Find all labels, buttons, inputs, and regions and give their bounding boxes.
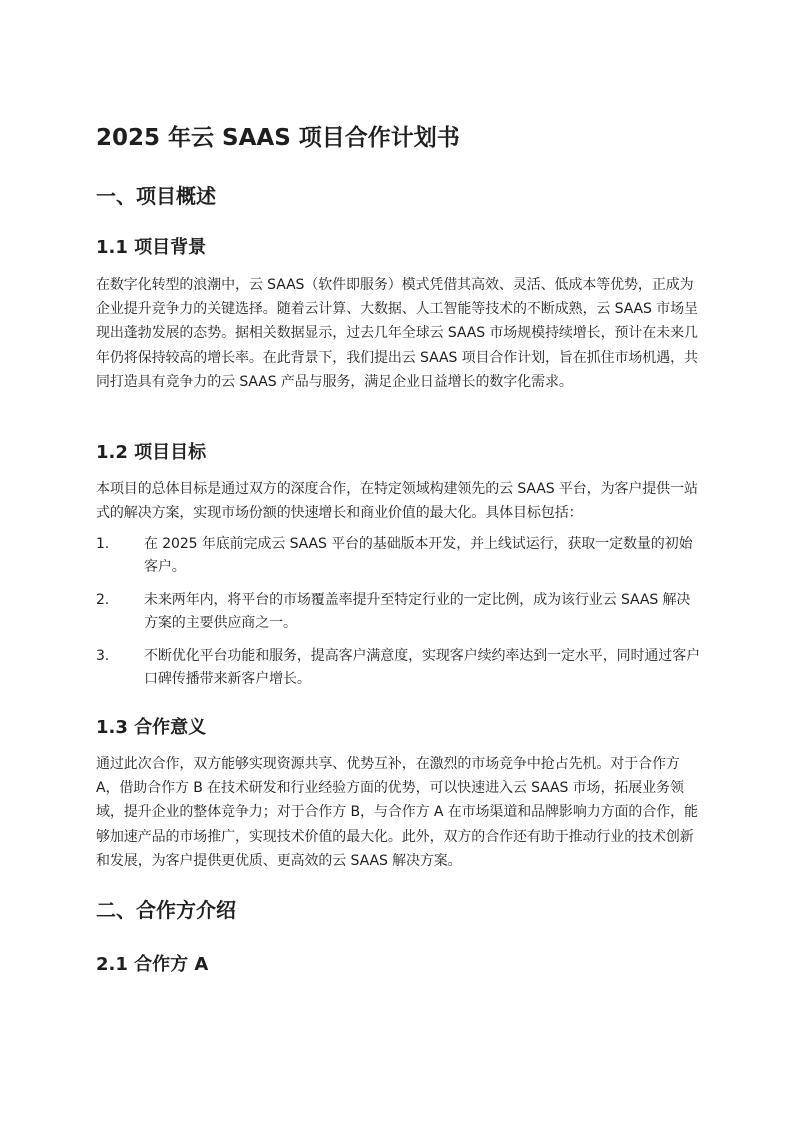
significance-paragraph: 通过此次合作，双方能够实现资源共享、优势互补，在激烈的市场竞争中抢占先机。对于合作方 A，借助合作方 B 在技术研发和行业经验方面的优势，可以快速进入云 SAAS 市场，拓展业务领域，提升企业的整体竞争力；对于合作方 B，与合作方 A 在市场渠道和品牌影响力方面的合作，能够加速产品的市场推广，实现技术价值的最大化。此外，双方的合作还有助于推动行业的技术创新和发展，为客户提供更优质、更高效的云 SAAS 解决方案。 xyxy=(96,756,698,869)
document-title: 2025 年云 SAAS 项目合作计划书 xyxy=(96,125,460,151)
subsection-heading-background: 1.1 项目背景 xyxy=(96,237,207,258)
background-paragraph: 在数字化转型的浪潮中，云 SAAS（软件即服务）模式凭借其高效、灵活、低成本等优势，正成为企业提升竞争力的关键选择。随着云计算、大数据、人工智能等技术的不断成熟，云 SAAS 市场呈现出蓬勃发展的态势。据相关数据显示，过去几年全球云 SAAS 市场规模持续增长，预计在未来几年仍将保持较高的增长率。在此背景下，我们提出云 SAAS 项目合作计划，旨在抓住市场机遇，共同打造具有竞争力的云 SAAS 产品与服务，满足企业日益增长的数字化需求。 xyxy=(96,277,698,390)
list-item-number: 2. xyxy=(96,592,110,608)
subsection-heading-significance: 1.3 合作意义 xyxy=(96,717,207,738)
section-heading-overview: 一、项目概述 xyxy=(96,184,216,208)
subsection-heading-partner-a: 2.1 合作方 A xyxy=(96,954,209,975)
list-item-number: 1. xyxy=(96,536,110,552)
list-item xyxy=(96,645,702,691)
list-item-text: 在 2025 年底前完成云 SAAS 平台的基础版本开发，并上线试运行，获取一定数量的初始客户。 xyxy=(144,536,693,575)
list-item-text: 未来两年内，将平台的市场覆盖率提升至特定行业的一定比例，成为该行业云 SAAS 解决方案的主要供应商之一。 xyxy=(144,592,691,631)
goals-intro-paragraph: 本项目的总体目标是通过双方的深度合作，在特定领域构建领先的云 SAAS 平台，为客户提供一站式的解决方案，实现市场份额的快速增长和商业价值的最大化。具体目标包括： xyxy=(96,481,698,522)
list-item xyxy=(96,589,702,635)
subsection-heading-goals: 1.2 项目目标 xyxy=(96,442,207,463)
list-item xyxy=(96,533,702,579)
list-item-text: 不断优化平台功能和服务，提高客户满意度，实现客户续约率达到一定水平，同时通过客户口碑传播带来新客户增长。 xyxy=(144,648,700,687)
section-heading-partners: 二、合作方介绍 xyxy=(96,898,236,922)
goals-list xyxy=(96,533,702,701)
list-item-number: 3. xyxy=(96,648,110,664)
